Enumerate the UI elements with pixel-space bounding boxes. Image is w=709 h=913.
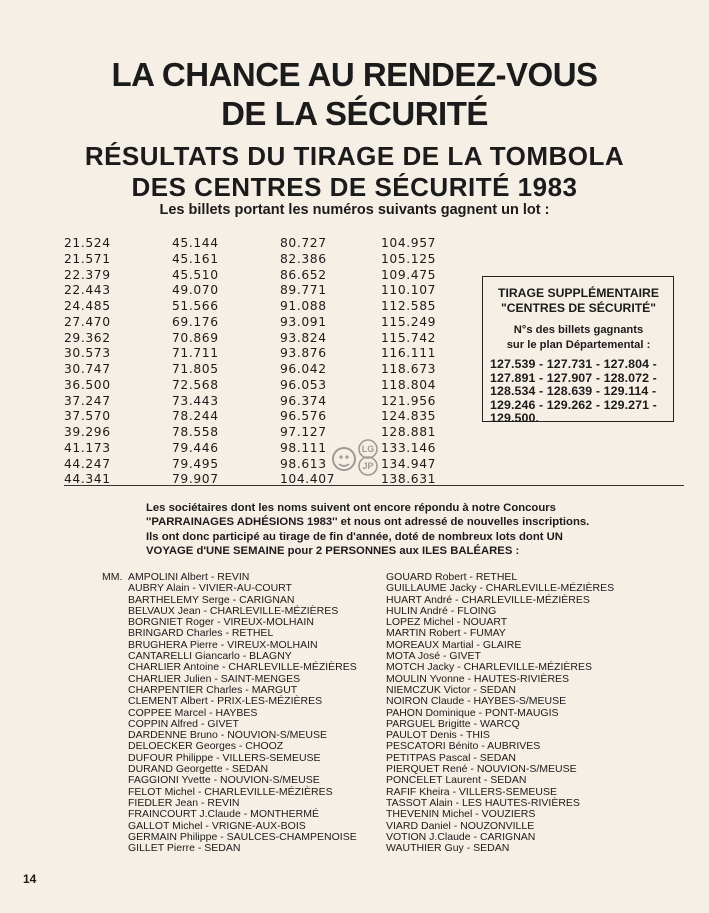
numbers-column-3 <box>280 236 335 488</box>
participant-name: FIEDLER Jean - REVIN <box>128 796 240 809</box>
winning-number: 73.443 <box>172 393 219 408</box>
names-prefix: MM. <box>102 571 123 583</box>
winning-number: 124.835 <box>381 409 437 424</box>
participant-name: GOUARD Robert - RETHEL <box>386 571 518 583</box>
headline-line-1: LA CHANCE AU RENDEZ-VOUS <box>111 56 598 93</box>
subtitle-line-2: DES CENTRES DE SÉCURITÉ 1983 <box>131 172 578 202</box>
winning-number: 80.727 <box>280 236 327 250</box>
participant-name: DARDENNE Bruno - NOUVION-S/MEUSE <box>128 729 327 742</box>
winning-number: 37.247 <box>64 393 111 408</box>
winning-number: 86.652 <box>280 267 327 282</box>
participant-name: FRAINCOURT J.Claude - MONTHERMÉ <box>128 808 319 821</box>
page-number: 14 <box>23 872 37 886</box>
participant-name: MOREAUX Martial - GLAIRE <box>386 638 522 651</box>
winning-number: 96.576 <box>280 409 327 424</box>
winning-number: 93.824 <box>280 330 327 345</box>
winning-number: 71.711 <box>172 346 219 361</box>
lgjp-logo-icon <box>330 437 382 477</box>
winning-number: 134.947 <box>381 456 437 471</box>
supplementary-sub-2: sur le plan Départemental : <box>506 339 651 351</box>
participant-name: MOULIN Yvonne - HAUTES-RIVIÈRES <box>386 672 570 685</box>
winning-number: 118.673 <box>381 362 437 376</box>
participant-name: NOIRON Claude - HAYBES-S/MEUSE <box>386 695 567 708</box>
winning-number: 78.244 <box>172 409 219 424</box>
participant-name: GILLET Pierre - SEDAN <box>128 842 241 855</box>
winning-number: 93.876 <box>280 346 327 361</box>
winning-number: 41.173 <box>64 440 111 455</box>
winning-number: 70.869 <box>172 330 219 345</box>
participant-name: VIARD Daniel - NOUZONVILLE <box>386 819 535 832</box>
participant-name: BRINGARD Charles - RETHEL <box>128 627 274 640</box>
svg-text:LG: LG <box>361 444 375 454</box>
winning-number: 116.111 <box>381 346 437 361</box>
intro-text: Les billets portant les numéros suivants gagnent un lot : <box>159 202 550 218</box>
winning-number: 93.091 <box>280 314 327 329</box>
winning-number: 36.500 <box>64 377 111 392</box>
participant-name: PIERQUET René - NOUVION-S/MEUSE <box>386 763 577 776</box>
participant-name: PESCATORI Bénito - AUBRIVES <box>386 740 541 753</box>
winning-number: 97.127 <box>280 425 327 439</box>
participant-name: DELOECKER Georges - CHOOZ <box>128 740 284 753</box>
supplementary-sub-1: N°s des billets gagnants <box>513 324 644 336</box>
winning-number: 128.881 <box>381 425 437 439</box>
winning-number: 82.386 <box>280 251 327 266</box>
winning-number: 69.176 <box>172 314 219 329</box>
participant-name: DUFOUR Philippe - VILLERS-SEMEUSE <box>128 751 321 764</box>
participant-name: HUART André - CHARLEVILLE-MÉZIÈRES <box>386 593 590 606</box>
winning-number: 115.742 <box>381 330 437 345</box>
participant-name: FELOT Michel - CHARLEVILLE-MÉZIÈRES <box>128 785 333 798</box>
names-list-right <box>386 572 614 854</box>
winning-number: 45.144 <box>172 236 219 250</box>
participant-name: BARTHELEMY Serge - CARIGNAN <box>128 593 295 606</box>
winning-number: 112.585 <box>381 299 437 313</box>
winning-number: 30.747 <box>64 362 111 376</box>
winning-number: 138.631 <box>381 472 437 487</box>
svg-text:JP: JP <box>362 461 374 471</box>
winning-number: 118.804 <box>381 377 437 392</box>
winning-number: 78.558 <box>172 425 219 439</box>
winning-number: 71.805 <box>172 362 219 376</box>
participant-name: WAUTHIER Guy - SEDAN <box>386 842 510 855</box>
winning-number: 49.070 <box>172 283 219 298</box>
numbers-column-1 <box>64 236 111 488</box>
subtitle-line-1: RÉSULTATS DU TIRAGE DE LA TOMBOLA <box>84 141 625 171</box>
winning-number: 45.161 <box>172 251 219 266</box>
contest-note: Les sociétaires dont les noms suivent ont encore répondu à notre Concours ''PARRAINAGES ADHÉSIONS 1983'' et nous ont adressé de nouvelles inscriptions. Ils ont donc participé au tirage de fin d'année, doté de nombreux lots dont UN VOYAGE d'UNE SEMAINE pour 2 PERSONNES aux ILES BALÉARES : <box>146 502 590 557</box>
winning-number: 91.088 <box>280 299 327 313</box>
participant-name: THEVENIN Michel - VOUZIERS <box>386 808 536 821</box>
participant-name: MOTA José - GIVET <box>386 650 481 663</box>
supplementary-title-2: "CENTRES DE SÉCURITÉ" <box>500 301 657 315</box>
winning-number: 44.341 <box>64 472 111 487</box>
participant-name: PONCELET Laurent - SEDAN <box>386 774 527 787</box>
winning-number: 21.524 <box>64 236 111 250</box>
winning-number: 79.446 <box>172 440 219 455</box>
participant-name: COPPEE Marcel - HAYBES <box>128 706 258 719</box>
winning-number: 96.053 <box>280 377 327 392</box>
participant-name: GERMAIN Philippe - SAULCES-CHAMPENOISE <box>128 830 357 843</box>
participant-name: PARGUEL Brigitte - WARCQ <box>386 717 520 730</box>
headline-line-2: DE LA SÉCURITÉ <box>221 95 488 132</box>
participant-name: CHARLIER Antoine - CHARLEVILLE-MÉZIÈRES <box>128 661 357 674</box>
participant-name: CLEMENT Albert - PRIX-LES-MÉZIÈRES <box>128 695 323 708</box>
winning-number: 24.485 <box>64 299 111 313</box>
winning-number: 30.573 <box>64 346 111 361</box>
winning-number: 110.107 <box>381 283 437 298</box>
participant-name: AMPOLINI Albert - REVIN <box>128 571 250 583</box>
participant-name: CHARLIER Julien - SAINT-MENGES <box>128 672 301 685</box>
winning-number: 98.111 <box>280 440 327 455</box>
participant-name: PAHON Dominique - PONT-MAUGIS <box>386 706 559 719</box>
winning-number: 96.042 <box>280 362 327 376</box>
participant-name: MOTCH Jacky - CHARLEVILLE-MÉZIÈRES <box>386 661 592 674</box>
winning-number: 98.613 <box>280 456 327 471</box>
winning-number: 79.907 <box>172 472 219 487</box>
winning-number: 109.475 <box>381 267 437 282</box>
participant-name: MARTIN Robert - FUMAY <box>386 627 506 640</box>
supplementary-draw-box <box>482 276 674 425</box>
participant-name: AUBRY Alain - VIVIER-AU-COURT <box>128 582 292 595</box>
numbers-column-4 <box>381 236 436 488</box>
supplementary-title-1: TIRAGE SUPPLÉMENTAIRE <box>498 286 659 300</box>
winning-number: 27.470 <box>64 314 111 329</box>
winning-number: 104.407 <box>280 472 336 487</box>
participant-name: BORGNIET Roger - VIREUX-MOLHAIN <box>128 616 314 629</box>
participant-name: COPPIN Alfred - GIVET <box>128 717 239 730</box>
participant-name: TASSOT Alain - LES HAUTES-RIVIÈRES <box>386 796 580 809</box>
winning-number: 104.957 <box>381 236 437 250</box>
participant-name: BELVAUX Jean - CHARLEVILLE-MÉZIÈRES <box>128 604 339 617</box>
participant-name: PAULOT Denis - THIS <box>386 729 490 742</box>
participant-name: GALLOT Michel - VRIGNE-AUX-BOIS <box>128 819 306 832</box>
participant-name: FAGGIONI Yvette - NOUVION-S/MEUSE <box>128 774 320 787</box>
section-divider <box>64 485 684 486</box>
winning-number: 22.443 <box>64 283 111 298</box>
winning-number: 72.568 <box>172 377 219 392</box>
winning-number: 22.379 <box>64 267 111 282</box>
winning-number: 21.571 <box>64 251 111 266</box>
winning-number: 79.495 <box>172 456 219 471</box>
participant-name: PETITPAS Pascal - SEDAN <box>386 751 516 764</box>
numbers-column-2 <box>172 236 219 488</box>
participant-name: RAFIF Kheira - VILLERS-SEMEUSE <box>386 785 557 798</box>
supplementary-numbers: 127.539 - 127.731 - 127.804 - 127.891 - 127.907 - 128.072 - 128.534 - 128.639 - 129.114 - 129.246 - 129.262 - 129.271 - 129.500. <box>490 357 657 425</box>
participant-name: NIEMCZUK Victor - SEDAN <box>386 683 516 696</box>
winning-number: 89.771 <box>280 283 327 298</box>
participant-name: GUILLAUME Jacky - CHARLEVILLE-MÉZIÈRES <box>386 582 615 595</box>
winning-number: 44.247 <box>64 456 111 471</box>
participant-name: DURAND Georgette - SEDAN <box>128 763 269 776</box>
winning-number: 45.510 <box>172 267 219 282</box>
participant-name: CHARPENTIER Charles - MARGUT <box>128 683 298 696</box>
winning-number: 29.362 <box>64 330 111 345</box>
winning-number: 105.125 <box>381 251 437 266</box>
winning-number: 39.296 <box>64 425 111 439</box>
participant-name: BRUGHERA Pierre - VIREUX-MOLHAIN <box>128 638 318 651</box>
winning-number: 96.374 <box>280 393 327 408</box>
participant-name: CANTARELLI Giancarlo - BLAGNY <box>128 650 292 663</box>
participant-name: VOTION J.Claude - CARIGNAN <box>386 830 536 843</box>
winning-number: 37.570 <box>64 409 111 424</box>
winning-number: 115.249 <box>381 314 437 329</box>
names-list-left <box>128 572 357 854</box>
participant-name: LOPEZ Michel - NOUART <box>386 616 508 629</box>
winning-number: 121.956 <box>381 393 437 408</box>
winning-number: 133.146 <box>381 440 437 455</box>
participant-name: HULIN André - FLOING <box>386 604 497 617</box>
winning-number: 51.566 <box>172 299 219 313</box>
